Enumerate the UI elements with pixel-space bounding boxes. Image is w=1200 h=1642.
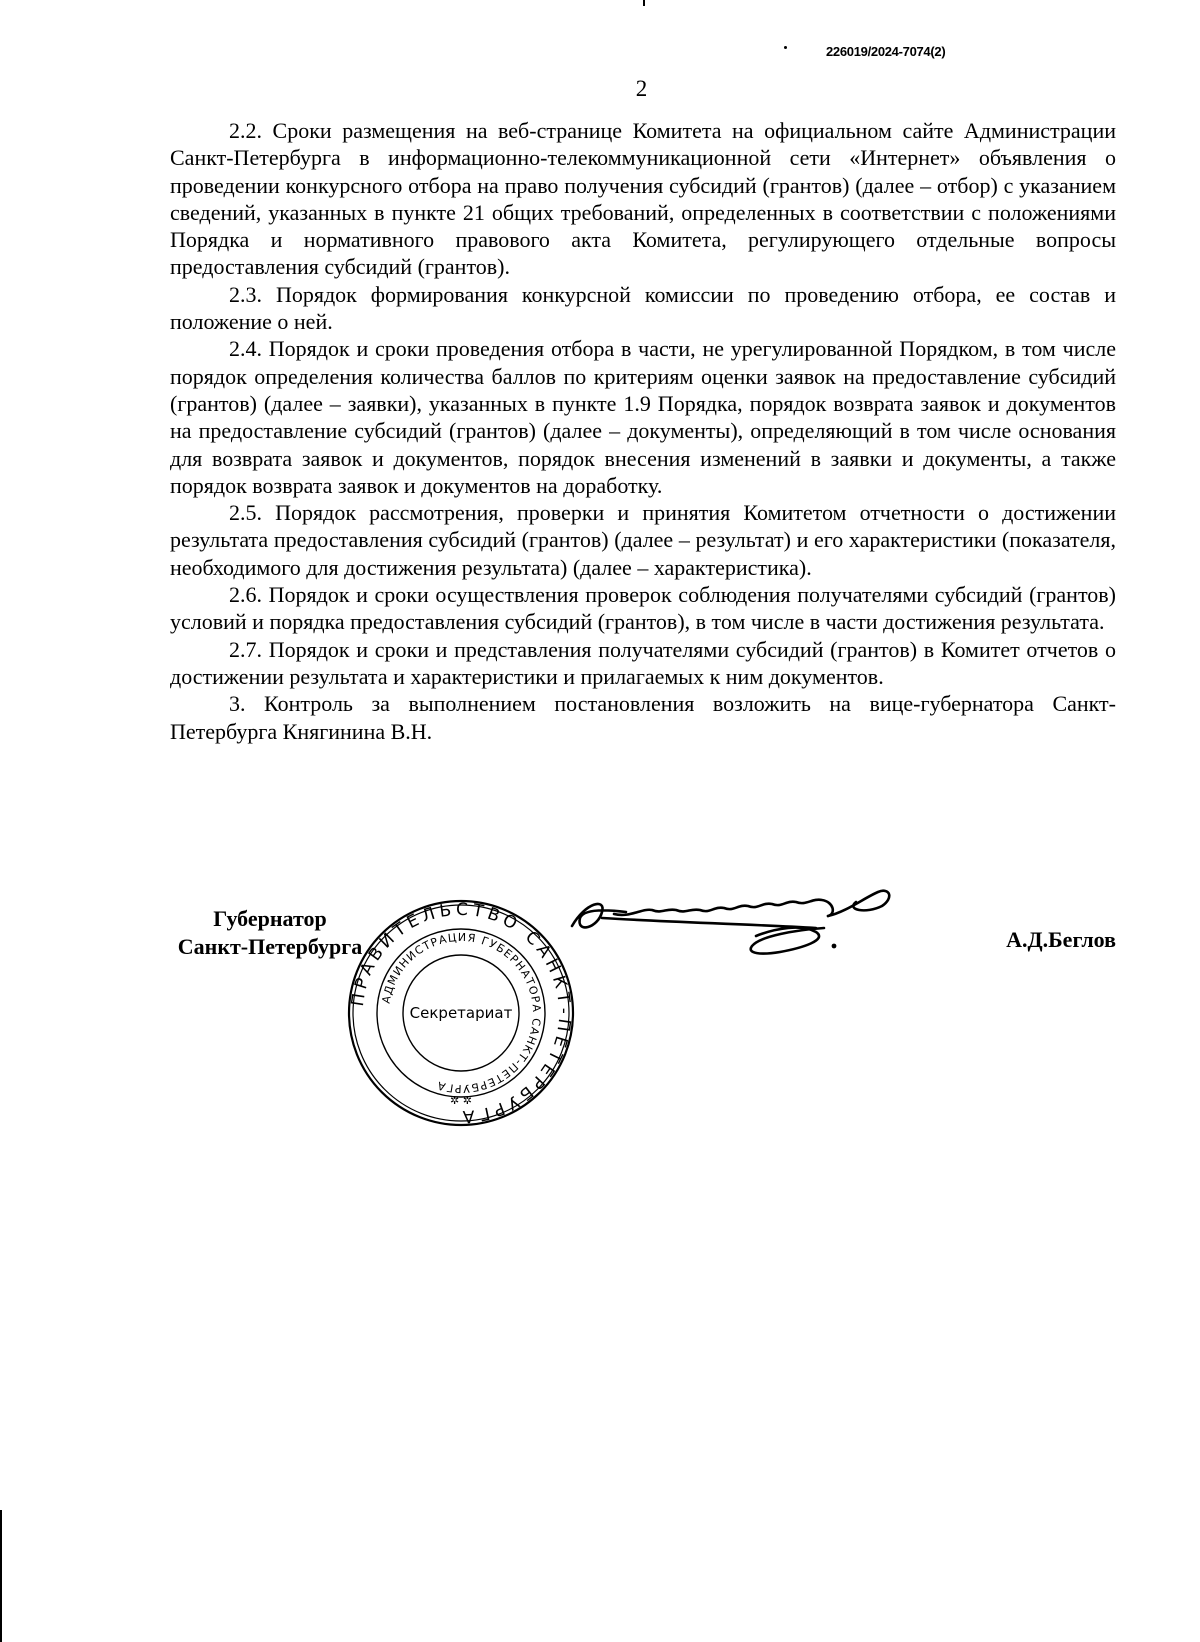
paragraph-2-7: 2.7. Порядок и сроки и представления получателями субсидий (грантов) в Комитет отчетов о достижении результата и характеристики и прилагаемых к ним документов. [170,636,1116,689]
document-registration-number: 226019/2024-7074(2) [826,44,946,59]
official-seal-stamp [346,898,576,1128]
paragraph-2-6: 2.6. Порядок и сроки осуществления проверок соблюдения получателями субсидий (грантов) условий и порядка предоставления субсидий (грантов), в том числе в части достижения результата. [170,582,1116,635]
scan-mark-top [643,0,645,6]
paragraph-2-2: 2.2. Сроки размещения на веб-странице Комитета на официальном сайте Администрации Санкт-Петербурга в информационно-телекоммуникационной сети «Интернет» объявления о проведении конкурсного отбора на право получения субсидий (грантов) (далее – отбор) с указанием сведений, указанных в пункте 21 общих требований, определенных в соответствии с положениями Порядка и нормативного правового акта Комитета, регулирующего отдельные вопросы предоставления субсидий (грантов). [170,118,1116,280]
paragraph-2-5: 2.5. Порядок рассмотрения, проверки и принятия Комитетом отчетности о достижении результата предоставления субсидий (грантов) (далее – результат) и его характеристики (показателя, необходимого для достижения результата) (далее – характеристика). [170,500,1116,580]
seal-outer-text: ПРАВИТЕЛЬСТВО САНКТ-ПЕТЕРБУРГА [347,899,575,1127]
seal-center-text: Секретариат [409,1004,513,1022]
signer-name: А.Д.Беглов [1006,927,1116,952]
seal-star-icon: ✲ ✲ [450,1094,472,1107]
paragraph-2-3: 2.3. Порядок формирования конкурсной комиссии по проведению отбора, ее состав и положение о ней. [170,281,1116,335]
document-body [170,117,1116,745]
page-number: 2 [635,76,648,101]
scan-dot [784,46,787,49]
scan-edge-mark [0,1510,2,1642]
paragraph-2-4: 2.4. Порядок и сроки проведения отбора в части, не урегулированной Порядком, в том числе порядок определения количества баллов по критериям оценки заявок на предоставление субсидий (грантов) (далее – заявки), указанных в пункте 1.9 Порядка, порядок возврата заявок и документов на предоставление субсидий (грантов) (далее – документы), определяющий в том числе основания для возврата заявок и документов, порядок внесения изменений в заявки и документы, а также порядок возврата заявок и документов на доработку. [170,336,1116,498]
signer-title-line-1: Губернатор [213,906,327,931]
signer-title-line-2: Санкт-Петербурга [177,934,363,959]
handwritten-signature [566,888,946,968]
signer-title [170,905,370,961]
paragraph-3: 3. Контроль за выполнением постановления возложить на вице-губернатора Санкт-Петербурга Княгинина В.Н. [170,691,1116,744]
seal-inner-text: АДМИНИСТРАЦИЯ ГУБЕРНАТОРА САНКТ-ПЕТЕРБУРГА [379,930,544,1096]
